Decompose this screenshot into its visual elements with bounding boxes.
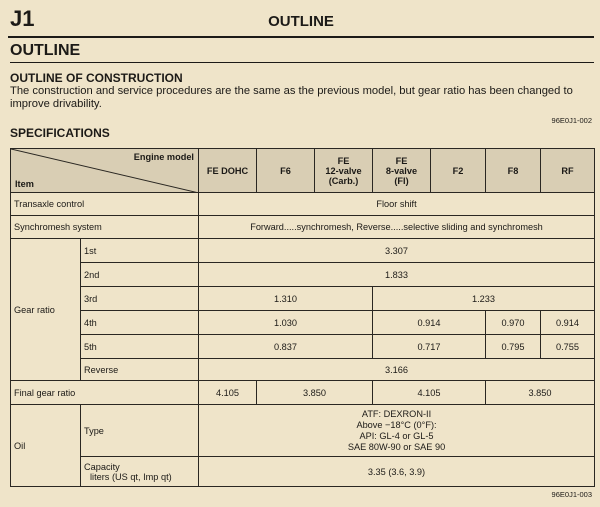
oil-capacity-value: 3.35 (3.6, 3.9) xyxy=(199,457,595,487)
oil-type-line: Above −18°C (0°F): xyxy=(356,419,437,430)
gear-3rd-value-b: 1.233 xyxy=(373,287,595,311)
construction-heading: OUTLINE OF CONSTRUCTION xyxy=(10,71,183,85)
column-header: RF xyxy=(541,149,595,193)
specifications-table xyxy=(10,148,595,487)
transaxle-control-value: Floor shift xyxy=(199,193,595,216)
engine-model-label: Engine model xyxy=(133,152,194,162)
capacity-title: Capacity xyxy=(84,461,120,472)
gear-4th-value-b: 0.914 xyxy=(373,311,486,335)
header-title: OUTLINE xyxy=(268,13,334,30)
gear-1st-value: 3.307 xyxy=(199,239,595,263)
page-header xyxy=(8,6,594,38)
gear-2nd-label: 2nd xyxy=(81,263,199,287)
gear-5th-value-d: 0.755 xyxy=(541,335,595,359)
table-row xyxy=(11,263,595,287)
table-row xyxy=(11,287,595,311)
column-header: FE 12-valve (Carb.) xyxy=(315,149,373,193)
synchromesh-value: Forward.....synchromesh, Reverse.....selective sliding and synchromesh xyxy=(199,216,595,239)
outline-heading: OUTLINE xyxy=(10,42,81,59)
final-gear-value-d: 3.850 xyxy=(486,381,595,405)
gear-5th-value-a: 0.837 xyxy=(199,335,373,359)
final-gear-value-a: 4.105 xyxy=(199,381,257,405)
table-row xyxy=(11,405,595,457)
gear-4th-value-d: 0.914 xyxy=(541,311,595,335)
column-header: FE DOHC xyxy=(199,149,257,193)
ref-code-top: 96E0J1-002 xyxy=(551,116,592,125)
column-header: FE 8-valve (FI) xyxy=(373,149,431,193)
construction-text: The construction and service procedures are the same as the previous model, but gear ratio has been changed to improve drivability. xyxy=(10,85,573,110)
oil-type-line: ATF: DEXRON-II xyxy=(361,408,432,419)
column-header: F6 xyxy=(257,149,315,193)
gear-reverse-label: Reverse xyxy=(81,359,199,381)
oil-type-line: API: GL-4 or GL-5 xyxy=(359,430,434,441)
table-row xyxy=(11,359,595,381)
oil-capacity-label xyxy=(81,457,199,487)
capacity-units: liters (US qt, Imp qt) xyxy=(90,471,172,482)
specifications-heading: SPECIFICATIONS xyxy=(10,126,110,140)
gear-1st-label: 1st xyxy=(81,239,199,263)
transaxle-control-label: Transaxle control xyxy=(11,193,199,216)
table-row xyxy=(11,239,595,263)
gear-ratio-label: Gear ratio xyxy=(11,239,81,381)
gear-5th-value-b: 0.717 xyxy=(373,335,486,359)
column-header: F8 xyxy=(486,149,541,193)
synchromesh-label: Synchromesh system xyxy=(11,216,199,239)
gear-5th-value-c: 0.795 xyxy=(486,335,541,359)
gear-4th-value-a: 1.030 xyxy=(199,311,373,335)
heading-rule xyxy=(10,62,594,63)
gear-reverse-value: 3.166 xyxy=(199,359,595,381)
ref-code-bottom: 96E0J1-003 xyxy=(551,490,592,499)
final-gear-value-c: 4.105 xyxy=(373,381,486,405)
item-label: Item xyxy=(15,179,34,189)
gear-3rd-label: 3rd xyxy=(81,287,199,311)
gear-4th-label: 4th xyxy=(81,311,199,335)
gear-3rd-value-a: 1.310 xyxy=(199,287,373,311)
final-gear-value-b: 3.850 xyxy=(257,381,373,405)
gear-5th-label: 5th xyxy=(81,335,199,359)
table-row xyxy=(11,193,595,216)
table-row xyxy=(11,216,595,239)
gear-4th-value-c: 0.970 xyxy=(486,311,541,335)
section-code: J1 xyxy=(10,6,35,31)
table-row xyxy=(11,457,595,487)
oil-type-value xyxy=(199,405,595,457)
oil-label: Oil xyxy=(11,405,81,487)
oil-type-label: Type xyxy=(81,405,199,457)
oil-type-line: SAE 80W-90 or SAE 90 xyxy=(347,441,446,452)
gear-2nd-value: 1.833 xyxy=(199,263,595,287)
table-corner-header xyxy=(11,149,199,193)
column-header: F2 xyxy=(431,149,486,193)
table-row xyxy=(11,311,595,335)
final-gear-label: Final gear ratio xyxy=(11,381,199,405)
table-row xyxy=(11,335,595,359)
table-row xyxy=(11,381,595,405)
